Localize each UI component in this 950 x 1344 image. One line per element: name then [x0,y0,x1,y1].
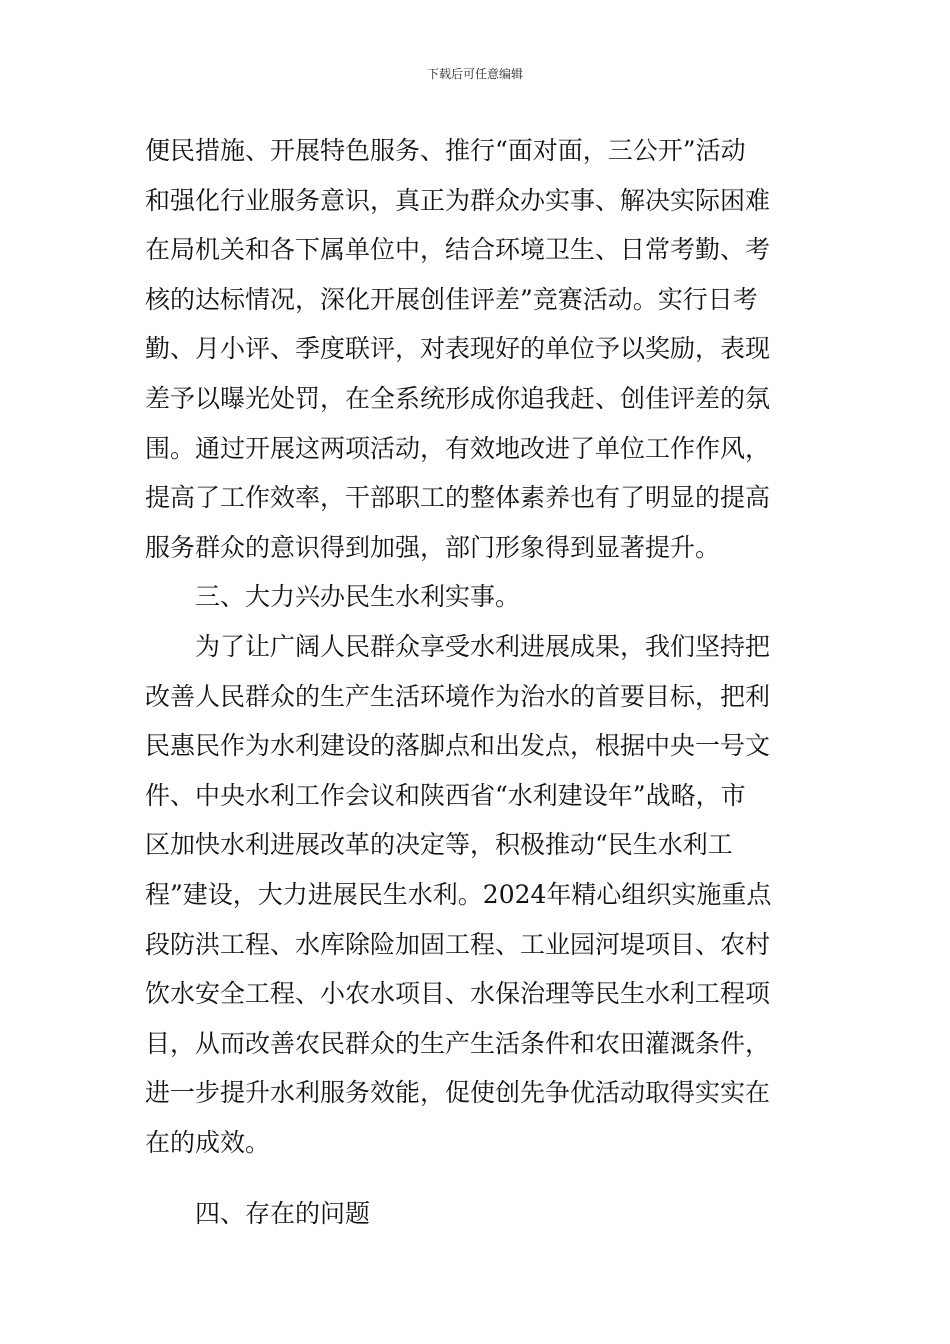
text-line: 目，从而改善农民群众的生产生活条件和农田灌溉条件， [145,1028,771,1058]
text-line: 服务群众的意识得到加强，部门形象得到显著提升。 [145,532,721,562]
text-line: 在的成效。 [145,1127,271,1157]
text-line: 程”建设，大力进展民生水利。2024年精心组织实施重点 [145,879,772,909]
section-heading: 四、存在的问题 [145,1199,371,1229]
text-line: 和强化行业服务意识，真正为群众办实事、解决实际困难 [145,185,771,215]
text-line: 段防洪工程、水库除险加固工程、工业园河堤项目、农村 [145,929,771,959]
text-line: 在局机关和各下属单位中，结合环境卫生、日常考勤、考 [145,235,771,265]
section-heading: 三、大力兴办民生水利实事。 [145,582,521,612]
text-line: 进一步提升水利服务效能，促使创先争优活动取得实实在 [145,1078,771,1108]
text-line: 民惠民作为水利建设的落脚点和出发点，根据中央一号文 [145,731,771,761]
paragraph-1 [145,126,815,572]
text-line: 区加快水利进展改革的决定等，积极推动“民生水利工 [145,830,733,860]
text-line: 便民措施、开展特色服务、推行“面对面，三公开”活动 [145,136,746,165]
document-body [145,126,815,1239]
text-line: 核的达标情况，深化开展创佳评差”竞赛活动。实行日考 [145,284,758,314]
text-line: 饮水安全工程、小农水项目、水保治理等民生水利工程项 [145,979,771,1009]
text-line: 提高了工作效率，干部职工的整体素养也有了明显的提高 [145,483,771,513]
text-line: 件、中央水利工作会议和陕西省“水利建设年”战略，市 [145,780,746,810]
text-line: 勤、月小评、季度联评，对表现好的单位予以奖励，表现 [145,334,771,364]
text-line: 围。通过开展这两项活动，有效地改进了单位工作作风， [145,433,771,463]
spacer [145,1167,815,1189]
paragraph-2 [145,622,815,1168]
text-line: 为了让广阔人民群众享受水利进展成果，我们坚持把 [145,631,771,661]
text-line: 改善人民群众的生产生活环境作为治水的首要目标，把利 [145,681,771,711]
text-line: 差予以曝光处罚，在全系统形成你追我赶、创佳评差的氛 [145,383,771,413]
page-header: 下载后可任意编辑 [426,67,523,81]
